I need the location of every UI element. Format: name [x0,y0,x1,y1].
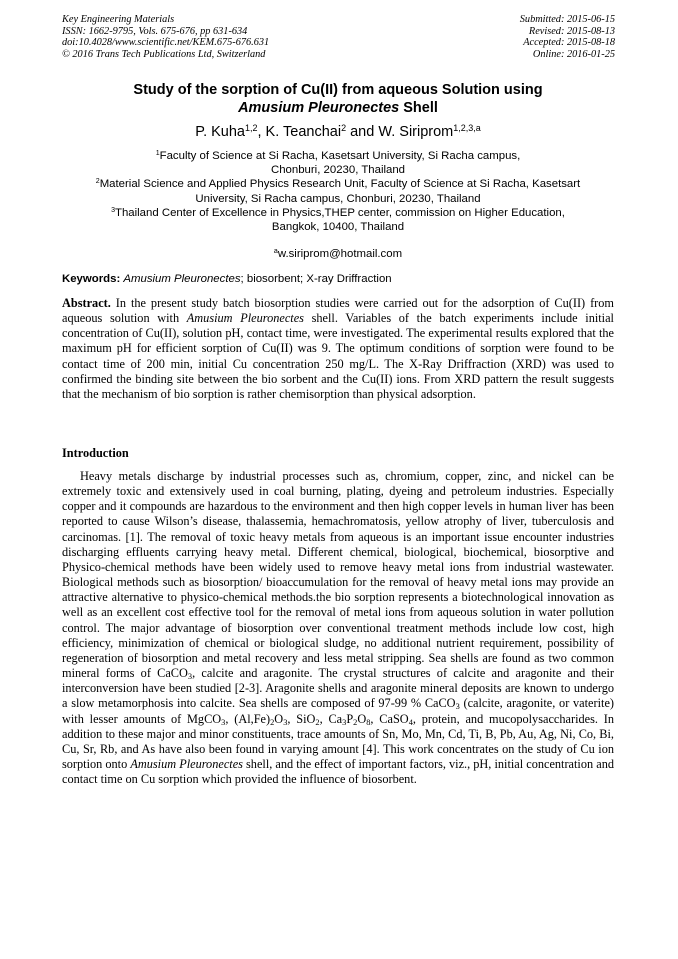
publication-dates [520,14,615,60]
revised-date: Revised: 2015-08-13 [528,25,615,37]
paper-title [62,81,614,117]
abstract-species: Amusium Pleuronectes [186,311,304,326]
intro-sub-2: 3 [455,702,460,712]
affiliation-3-line-1 [62,206,614,220]
issn-line: ISSN: 1662-9795, Vols. 675-676, pp 631-634 [62,25,248,37]
affiliation-2-text: Material Science and Applied Physics Research Unit, Faculty of Science at Si Racha, Kasetsart [99,178,581,191]
affiliation-3-mark: 3 [111,206,115,214]
affiliation-1-mark: 1 [155,150,160,158]
intro-sub-3: 3 [221,717,226,727]
intro-text-9: O [357,711,367,726]
email-mark: a [273,248,278,256]
abstract [62,296,614,402]
affiliation-1-line-2: Chonburi, 20230, Thailand [270,164,406,177]
author-2-affil: 2 [341,123,347,134]
keywords-rest: ; biosorbent; X-ray Driffraction [240,273,392,285]
intro-text-6: , SiO [287,711,316,726]
affiliation-1-line-1 [62,149,614,163]
intro-sub-7: 3 [342,717,347,727]
title-suffix: Shell [399,100,438,116]
affiliation-1-text: Faculty of Science at Si Racha, Kasetsart University, Si Racha campus, [159,150,521,162]
intro-text-2: , calcite and aragonite. The crystal structures of calcite and aragonite and their interconversion have been studied [2-3]. Aragonite shells and aragonite mineral deposits are known to undergo a slow metamorphosis into calcite. Sea shells are composed of 97-99 % CaCO [62,666,614,711]
intro-text-4: , (Al,Fe) [225,711,271,726]
email-address[interactable]: w.siriprom@hotmail.com [277,248,403,260]
copyright-line: © 2016 Trans Tech Publications Ltd, Switzerland [62,48,266,60]
doi-line: doi:10.4028/www.scientific.net/KEM.675-676.631 [62,37,270,49]
abstract-label: Abstract. [62,296,111,310]
intro-text-11: , protein, and mucopolysaccharides. In addition to these major and minor constituents, trace amounts of Sn, Mo, Mn, Cd, Ti, B, Pb, Au, Ag, Ni, Co, Bi, Cu, Sr, Rb, and As have also been found in varying amount [4]. This work concentrates on the study of Cu ion sorption onto [62,711,614,771]
intro-sub-4: 2 [270,717,275,727]
intro-text-1: Heavy metals discharge by industrial processes such as, chromium, copper, zinc, and nickel can be extremely toxic and extensively used in coal burning, plating, dyeing and petroleum industries. Especially copper and it compounds are hazardous to the environment and then high copper levels in human liver has been reported to cause Wilson’s disease, thalassemia, hemachromatosis, yellow atrophy of liver, tuberculosis and carcinomas. [1]. The removal of toxic heavy metals from aqueous is an important issue encounter industries discharging effluents carrying heavy metal. Different chemical, biological, biochemical, biosorptive and Physico-chemical methods have been widely used to remove heavy metal ions from industrial wastewater. Biological methods such as biosorption/ bioaccumulation for the removal of heavy metal ions may provide an attractive alternative to physico-chemical methods.the bio sorption represents a biotechnological innovation as well as an excellent cost effective tool for the removal of metal ions from aqueous solution in water pollution control. The major advantage of biosorption over conventional treatment methods include low cost, high efficiency, minimization of chemical or biological sludge, no additional nutrient requirement, possibility of regeneration of biosorption and metal recovery and less metal stripping. Sea shells are found as two common mineral forms of CaCO [62,469,614,681]
affiliation-2-line-1 [62,177,614,191]
affiliations [62,149,614,234]
author-list [62,123,614,141]
introduction-heading: Introduction [62,446,129,460]
keywords-label: Keywords: [62,273,121,285]
online-date: Online: 2016-01-25 [532,48,615,60]
accepted-date: Accepted: 2015-08-18 [523,37,615,49]
abstract-text-2: shell. Variables of the batch experiments include initial concentration of Cu(II), solution pH, contact time, were investigated. The experimental results explored that the maximum pH for efficient sorption of Cu(II) was 9. The optimum conditions of sorption were found to be contact time of 200 min, initial Cu concentration 250 mg/L. The X-Ray Driffraction (XRD) was used to confirmed the binding site between the bio sorbent and the Cu(II) ions. From XRD pattern the result suggests that the mechanism of bio sorption is rather chemisorption than physical adsorption. [62,311,614,401]
intro-sub-10: 4 [408,717,413,727]
title-species: Amusium Pleuronectes [238,100,400,116]
introduction-paragraph [62,469,614,787]
author-3-affil: 1,2,3,a [453,123,481,134]
abstract-text-1: In the present study batch biosorption studies were carried out for the adsorption of Cu(II) from aqueous solution with [62,296,614,326]
intro-sub-5: 3 [283,717,288,727]
submitted-date: Submitted: 2015-06-15 [519,14,615,25]
intro-sub-1: 3 [187,672,193,682]
intro-text-3: (calcite, aragonite, or vaterite) with lesser amounts of MgCO [62,696,614,726]
affiliation-2-line-2: University, Si Racha campus, Chonburi, 20230, Thailand [195,192,481,205]
affiliation-3-text: Thailand Center of Excellence in Physics,THEP center, commission on Higher Education, [114,206,565,219]
journal-name: Key Engineering Materials [62,14,175,25]
intro-sub-9: 8 [366,717,371,727]
intro-species: Amusium Pleuronectes [130,756,243,771]
author-3: and W. Siriprom [346,124,454,140]
intro-text-7: , Ca [319,711,343,726]
author-2: , K. Teanchai [257,124,342,140]
intro-text-8: P [346,711,354,726]
affiliation-2-mark: 2 [95,178,100,186]
intro-sub-8: 2 [353,717,358,727]
author-1: P. Kuha [195,124,245,140]
intro-sub-6: 2 [315,717,320,727]
title-line-1: Study of the sorption of Cu(II) from aqueous Solution using [133,82,543,98]
intro-text-12: shell, and the effect of important factors, viz., pH, initial concentration and contact time on Cu sorption which provided the influence of biosorbent. [62,756,614,787]
author-1-affil: 1,2 [245,123,258,134]
corresponding-email [62,247,614,261]
keywords [62,272,392,286]
intro-text-5: O [274,711,284,726]
keyword-species: Amusium Pleuronectes [123,273,241,285]
title-line-2 [62,99,614,117]
affiliation-3-line-2: Bangkok, 10400, Thailand [271,221,405,234]
journal-info [62,14,269,60]
intro-text-10: , CaSO [370,711,409,726]
